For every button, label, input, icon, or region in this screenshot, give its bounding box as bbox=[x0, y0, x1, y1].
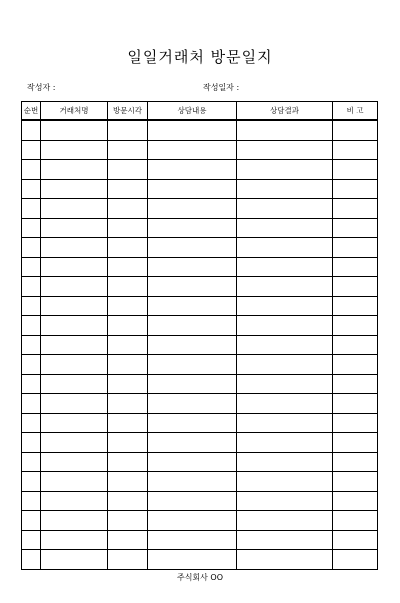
cell-consult-result[interactable] bbox=[237, 511, 333, 531]
cell-consult-result[interactable] bbox=[237, 550, 333, 570]
cell-consult-content[interactable] bbox=[148, 120, 237, 140]
cell-consult-result[interactable] bbox=[237, 413, 333, 433]
cell-client[interactable] bbox=[41, 238, 108, 258]
header-client: 거래처명 bbox=[41, 102, 108, 121]
cell-visit-time[interactable] bbox=[108, 511, 148, 531]
cell-consult-result[interactable] bbox=[237, 160, 333, 180]
cell-remarks[interactable] bbox=[333, 472, 378, 492]
cell-no[interactable] bbox=[22, 511, 41, 531]
cell-visit-time[interactable] bbox=[108, 355, 148, 375]
cell-consult-result[interactable] bbox=[237, 374, 333, 394]
cell-no[interactable] bbox=[22, 160, 41, 180]
header-consult-result: 상담결과 bbox=[237, 102, 333, 121]
table-row bbox=[22, 433, 378, 453]
cell-consult-result[interactable] bbox=[237, 179, 333, 199]
cell-consult-content[interactable] bbox=[148, 452, 237, 472]
cell-visit-time[interactable] bbox=[108, 433, 148, 453]
cell-client[interactable] bbox=[41, 550, 108, 570]
cell-consult-content[interactable] bbox=[148, 199, 237, 219]
cell-client[interactable] bbox=[41, 374, 108, 394]
cell-consult-content[interactable] bbox=[148, 472, 237, 492]
cell-visit-time[interactable] bbox=[108, 257, 148, 277]
cell-consult-content[interactable] bbox=[148, 335, 237, 355]
cell-visit-time[interactable] bbox=[108, 491, 148, 511]
cell-client[interactable] bbox=[41, 257, 108, 277]
cell-no[interactable] bbox=[22, 452, 41, 472]
cell-no[interactable] bbox=[22, 218, 41, 238]
cell-remarks[interactable] bbox=[333, 179, 378, 199]
cell-consult-result[interactable] bbox=[237, 472, 333, 492]
table-row bbox=[22, 374, 378, 394]
cell-client[interactable] bbox=[41, 394, 108, 414]
cell-visit-time[interactable] bbox=[108, 413, 148, 433]
cell-consult-content[interactable] bbox=[148, 296, 237, 316]
cell-visit-time[interactable] bbox=[108, 199, 148, 219]
cell-remarks[interactable] bbox=[333, 160, 378, 180]
table-row bbox=[22, 120, 378, 140]
table-row bbox=[22, 316, 378, 336]
cell-no[interactable] bbox=[22, 374, 41, 394]
cell-visit-time[interactable] bbox=[108, 238, 148, 258]
cell-consult-result[interactable] bbox=[237, 140, 333, 160]
cell-client[interactable] bbox=[41, 413, 108, 433]
header-row bbox=[22, 102, 378, 121]
cell-visit-time[interactable] bbox=[108, 452, 148, 472]
table-row bbox=[22, 160, 378, 180]
document-title: 일일거래처 방문일지 bbox=[127, 48, 273, 66]
cell-remarks[interactable] bbox=[333, 199, 378, 219]
cell-consult-content[interactable] bbox=[148, 374, 237, 394]
cell-no[interactable] bbox=[22, 120, 41, 140]
cell-consult-content[interactable] bbox=[148, 530, 237, 550]
cell-no[interactable] bbox=[22, 355, 41, 375]
cell-consult-content[interactable] bbox=[148, 160, 237, 180]
cell-visit-time[interactable] bbox=[108, 335, 148, 355]
cell-client[interactable] bbox=[41, 355, 108, 375]
table-row bbox=[22, 550, 378, 570]
cell-consult-result[interactable] bbox=[237, 394, 333, 414]
cell-remarks[interactable] bbox=[333, 296, 378, 316]
table-row bbox=[22, 199, 378, 219]
cell-client[interactable] bbox=[41, 277, 108, 297]
cell-client[interactable] bbox=[41, 452, 108, 472]
cell-consult-content[interactable] bbox=[148, 316, 237, 336]
cell-consult-result[interactable] bbox=[237, 296, 333, 316]
cell-consult-content[interactable] bbox=[148, 511, 237, 531]
cell-remarks[interactable] bbox=[333, 140, 378, 160]
cell-visit-time[interactable] bbox=[108, 179, 148, 199]
table-row bbox=[22, 413, 378, 433]
cell-no[interactable] bbox=[22, 433, 41, 453]
header-visit-time: 방문시각 bbox=[108, 102, 148, 121]
table-row bbox=[22, 140, 378, 160]
cell-remarks[interactable] bbox=[333, 218, 378, 238]
table-row bbox=[22, 394, 378, 414]
cell-consult-content[interactable] bbox=[148, 257, 237, 277]
cell-visit-time[interactable] bbox=[108, 277, 148, 297]
cell-visit-time[interactable] bbox=[108, 296, 148, 316]
table-row bbox=[22, 238, 378, 258]
cell-consult-content[interactable] bbox=[148, 179, 237, 199]
cell-no[interactable] bbox=[22, 257, 41, 277]
cell-client[interactable] bbox=[41, 179, 108, 199]
cell-remarks[interactable] bbox=[333, 511, 378, 531]
table-row bbox=[22, 452, 378, 472]
cell-remarks[interactable] bbox=[333, 316, 378, 336]
cell-consult-result[interactable] bbox=[237, 355, 333, 375]
cell-no[interactable] bbox=[22, 413, 41, 433]
cell-client[interactable] bbox=[41, 218, 108, 238]
cell-consult-content[interactable] bbox=[148, 238, 237, 258]
cell-visit-time[interactable] bbox=[108, 140, 148, 160]
cell-consult-result[interactable] bbox=[237, 491, 333, 511]
cell-no[interactable] bbox=[22, 140, 41, 160]
date-label: 작성일자 : bbox=[203, 83, 240, 92]
cell-consult-content[interactable] bbox=[148, 355, 237, 375]
cell-client[interactable] bbox=[41, 530, 108, 550]
cell-consult-result[interactable] bbox=[237, 452, 333, 472]
table-row bbox=[22, 491, 378, 511]
cell-visit-time[interactable] bbox=[108, 374, 148, 394]
cell-client[interactable] bbox=[41, 316, 108, 336]
cell-remarks[interactable] bbox=[333, 257, 378, 277]
cell-no[interactable] bbox=[22, 316, 41, 336]
company-footer: 주식회사 OO bbox=[176, 573, 224, 582]
cell-client[interactable] bbox=[41, 472, 108, 492]
cell-visit-time[interactable] bbox=[108, 316, 148, 336]
cell-remarks[interactable] bbox=[333, 413, 378, 433]
cell-no[interactable] bbox=[22, 296, 41, 316]
cell-visit-time[interactable] bbox=[108, 550, 148, 570]
cell-consult-result[interactable] bbox=[237, 218, 333, 238]
table-row bbox=[22, 179, 378, 199]
cell-remarks[interactable] bbox=[333, 355, 378, 375]
cell-remarks[interactable] bbox=[333, 530, 378, 550]
header-no: 순번 bbox=[22, 102, 41, 121]
cell-consult-result[interactable] bbox=[237, 277, 333, 297]
cell-consult-result[interactable] bbox=[237, 199, 333, 219]
cell-remarks[interactable] bbox=[333, 394, 378, 414]
cell-remarks[interactable] bbox=[333, 433, 378, 453]
visit-log-table bbox=[21, 101, 378, 570]
table-row bbox=[22, 530, 378, 550]
cell-consult-result[interactable] bbox=[237, 433, 333, 453]
cell-remarks[interactable] bbox=[333, 335, 378, 355]
header-consult-content: 상담내용 bbox=[148, 102, 237, 121]
cell-remarks[interactable] bbox=[333, 120, 378, 140]
table-body bbox=[22, 120, 378, 569]
cell-remarks[interactable] bbox=[333, 491, 378, 511]
cell-no[interactable] bbox=[22, 179, 41, 199]
cell-visit-time[interactable] bbox=[108, 160, 148, 180]
cell-client[interactable] bbox=[41, 491, 108, 511]
table-row bbox=[22, 296, 378, 316]
cell-consult-result[interactable] bbox=[237, 530, 333, 550]
cell-consult-content[interactable] bbox=[148, 491, 237, 511]
cell-client[interactable] bbox=[41, 296, 108, 316]
table-row bbox=[22, 335, 378, 355]
cell-no[interactable] bbox=[22, 394, 41, 414]
cell-visit-time[interactable] bbox=[108, 394, 148, 414]
cell-consult-result[interactable] bbox=[237, 335, 333, 355]
cell-client[interactable] bbox=[41, 140, 108, 160]
table-row bbox=[22, 277, 378, 297]
cell-no[interactable] bbox=[22, 550, 41, 570]
cell-client[interactable] bbox=[41, 511, 108, 531]
cell-consult-content[interactable] bbox=[148, 140, 237, 160]
table-row bbox=[22, 472, 378, 492]
cell-consult-result[interactable] bbox=[237, 238, 333, 258]
cell-visit-time[interactable] bbox=[108, 530, 148, 550]
cell-no[interactable] bbox=[22, 335, 41, 355]
table-row bbox=[22, 218, 378, 238]
cell-remarks[interactable] bbox=[333, 550, 378, 570]
cell-consult-content[interactable] bbox=[148, 550, 237, 570]
cell-consult-content[interactable] bbox=[148, 277, 237, 297]
cell-client[interactable] bbox=[41, 120, 108, 140]
cell-client[interactable] bbox=[41, 160, 108, 180]
cell-consult-content[interactable] bbox=[148, 433, 237, 453]
cell-no[interactable] bbox=[22, 530, 41, 550]
table-row bbox=[22, 511, 378, 531]
cell-no[interactable] bbox=[22, 472, 41, 492]
cell-consult-result[interactable] bbox=[237, 257, 333, 277]
cell-consult-result[interactable] bbox=[237, 316, 333, 336]
cell-remarks[interactable] bbox=[333, 238, 378, 258]
cell-no[interactable] bbox=[22, 238, 41, 258]
cell-no[interactable] bbox=[22, 199, 41, 219]
cell-consult-result[interactable] bbox=[237, 120, 333, 140]
cell-remarks[interactable] bbox=[333, 452, 378, 472]
cell-client[interactable] bbox=[41, 199, 108, 219]
cell-remarks[interactable] bbox=[333, 374, 378, 394]
table-row bbox=[22, 257, 378, 277]
cell-no[interactable] bbox=[22, 277, 41, 297]
header-remarks: 비 고 bbox=[333, 102, 378, 121]
cell-consult-content[interactable] bbox=[148, 394, 237, 414]
cell-client[interactable] bbox=[41, 433, 108, 453]
cell-no[interactable] bbox=[22, 491, 41, 511]
cell-visit-time[interactable] bbox=[108, 472, 148, 492]
cell-remarks[interactable] bbox=[333, 277, 378, 297]
cell-client[interactable] bbox=[41, 335, 108, 355]
cell-visit-time[interactable] bbox=[108, 120, 148, 140]
table-row bbox=[22, 355, 378, 375]
writer-label: 작성자 : bbox=[27, 83, 56, 92]
cell-consult-content[interactable] bbox=[148, 218, 237, 238]
cell-consult-content[interactable] bbox=[148, 413, 237, 433]
cell-visit-time[interactable] bbox=[108, 218, 148, 238]
